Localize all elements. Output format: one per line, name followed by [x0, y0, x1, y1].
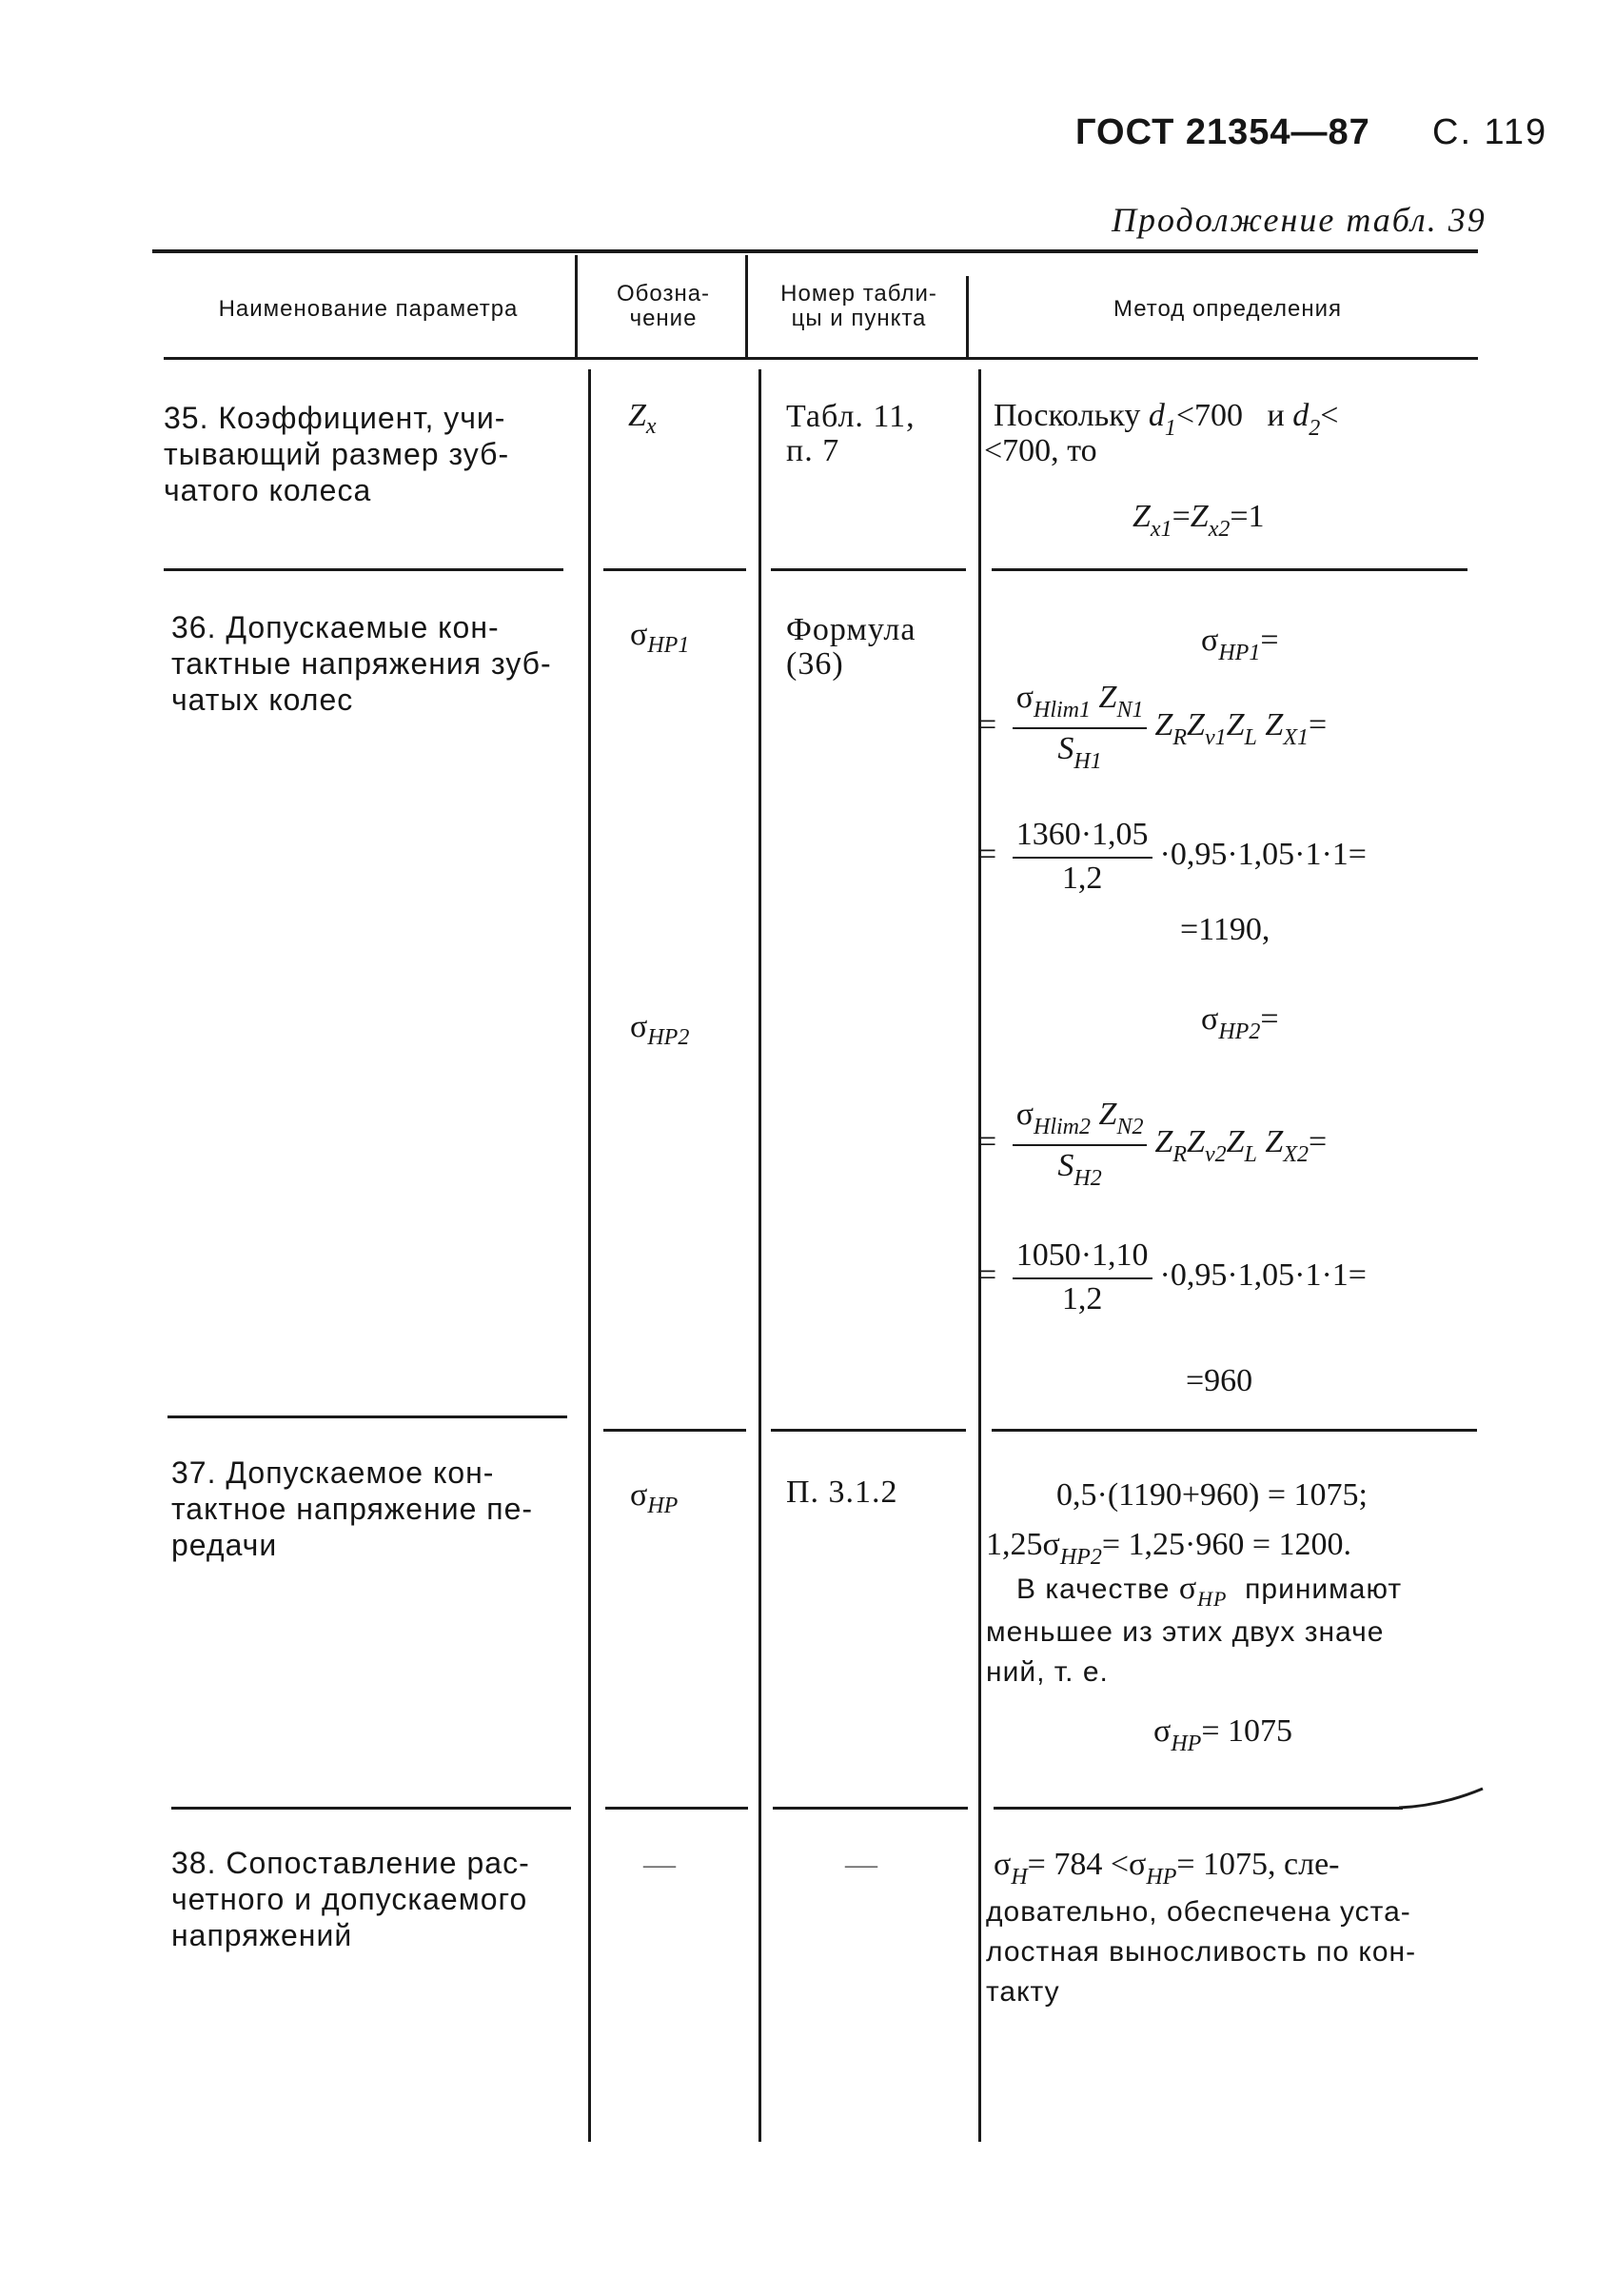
row-36-calc-2: = $\frac{1050\cdot 1,10}{1,2}$ ·0,95·1,05·1·1= — [978, 1237, 1367, 1316]
row-35-table-ref: Табл. 11, п. 7 — [786, 399, 916, 468]
row-37-text-a: В качестве — [1016, 1574, 1171, 1605]
row-36-bottom-rule-2 — [603, 1429, 746, 1432]
row-37-result: $\sigma_{HP}= 1075$ — [1153, 1713, 1293, 1756]
header-bottom-rule — [164, 357, 1478, 360]
row-35-method-text-2: то — [1067, 433, 1097, 468]
row-35-method-text: Поскольку — [994, 398, 1141, 433]
row-36-bottom-rule-1 — [167, 1415, 567, 1418]
row-36-formula-1: = $\frac{\sigma_{Hlim1} Z_{N1}}{S_{H1}}$ $Z_RZ_{v1}Z_L$ $Z_{X1}=$ — [978, 680, 1328, 774]
row-38-table-ref: — — [845, 1847, 877, 1882]
table-top-rule — [152, 249, 1478, 253]
row-38-text: довательно, обеспечена уста- лостная выносливость по кон- такту — [986, 1896, 1417, 2008]
row-37-text-line-3: ний, т. е. — [986, 1656, 1109, 1688]
row-37-line-1: 0,5·(1190+960) = 1075; — [1056, 1477, 1369, 1513]
row-36-symbol-1: $\sigma_{HP1}$ — [630, 617, 690, 658]
row-36-calc-2-denominator: 1,2 — [1061, 1281, 1103, 1316]
column-divider-2 — [745, 255, 748, 358]
row-37-text-b: принимают — [1245, 1574, 1403, 1605]
row-35-bottom-rule-2 — [603, 568, 746, 571]
column-divider-2-body — [758, 369, 761, 2142]
row-37-line-2: $1,25\sigma_{HP2}= 1,25\cdot 960 = 1200$. — [986, 1527, 1351, 1570]
row-35-method-condition-cont: <700, то — [984, 433, 1097, 468]
row-38-symbol: — — [643, 1847, 676, 1882]
row-38-line-1-tail: = 1075, сле- — [1176, 1847, 1340, 1882]
row-36-calc-1: = $\frac{1360\cdot 1,05}{1,2}$ ·0,95·1,05·1·1= — [978, 817, 1367, 896]
row-36-result-1: =1190, — [1180, 912, 1270, 947]
row-36-symbol-2: $\sigma_{HP2}$ — [630, 1009, 690, 1050]
row-36-calc-1-numerator: 1360·1,05 — [1013, 817, 1152, 859]
column-divider-3 — [966, 276, 969, 358]
row-36-table-ref: Формула (36) — [786, 612, 916, 682]
page-number: С. 119 — [1432, 112, 1548, 152]
row-36-bottom-rule-3 — [771, 1429, 966, 1432]
column-header-table-ref: Номер табли- цы и пункта — [780, 281, 937, 331]
row-35-symbol: $Z_x$ — [628, 398, 657, 439]
row-36-formula-1-lhs: $\sigma_{HP1}=$ — [1201, 623, 1279, 665]
row-36-calc-1-tail: ·0,95·1,05·1·1= — [1159, 836, 1367, 872]
row-37-curved-rule — [1399, 1785, 1485, 1813]
row-37-result-value: = 1075 — [1201, 1713, 1293, 1749]
row-35-bottom-rule-1 — [164, 568, 563, 571]
row-36-formula-2: = $\frac{\sigma_{Hlim2} Z_{N2}}{S_{H2}}$ $Z_RZ_{v2}Z_L$ $Z_{X2}=$ — [978, 1097, 1328, 1191]
column-header-method: Метод определения — [1113, 296, 1343, 322]
standard-number: ГОСТ 21354—87 — [1075, 112, 1370, 152]
row-36-result-2: =960 — [1186, 1363, 1253, 1398]
row-37-text-line-2: меньшее из этих двух значе — [986, 1616, 1385, 1648]
row-37-bottom-rule-2 — [605, 1807, 748, 1810]
column-divider-1 — [575, 255, 578, 358]
row-37-name: 37. Допускаемое кон- тактное напряжение пе- редачи — [171, 1455, 534, 1562]
row-36-name: 36. Допускаемые кон- тактные напряжения зуб- чатых колес — [171, 610, 552, 717]
row-37-symbol: $\sigma_{HP}$ — [630, 1477, 679, 1518]
row-35-bottom-rule-3 — [771, 568, 966, 571]
row-37-bottom-rule-4 — [994, 1807, 1403, 1810]
row-38-line-1-mid: = 784 < — [1027, 1847, 1130, 1882]
column-header-name: Наименование параметра — [218, 296, 519, 322]
row-35-result-value: =1 — [1230, 499, 1265, 534]
row-37-bottom-rule-3 — [773, 1807, 968, 1810]
column-header-symbol: Обозна- чение — [616, 281, 711, 331]
row-36-calc-2-numerator: 1050·1,10 — [1013, 1237, 1152, 1279]
row-37-bottom-rule-1 — [171, 1807, 571, 1810]
row-35-method-condition: Поскольку $d_1<700$ и $d_2<$ — [994, 398, 1339, 441]
row-36-bottom-rule-4 — [992, 1429, 1477, 1432]
row-35-name: 35. Коэффициент, учи- тывающий размер зуб- чатого колеса — [164, 401, 510, 507]
row-35-result: $Z_{x1}=Z_{x2}=1$ — [1132, 499, 1265, 542]
row-35-bottom-rule-4 — [992, 568, 1467, 571]
row-36-calc-1-denominator: 1,2 — [1061, 861, 1103, 896]
row-37-table-ref: П. 3.1.2 — [786, 1475, 898, 1510]
row-36-formula-2-lhs: $\sigma_{HP2}=$ — [1201, 1001, 1279, 1044]
row-38-line-1: $\sigma_H= 784 <\sigma_{HP}= 1075$, сле- — [994, 1847, 1340, 1890]
row-38-name: 38. Сопоставление рас- четного и допускаемого напряжений — [171, 1846, 530, 1952]
row-36-calc-2-tail: ·0,95·1,05·1·1= — [1159, 1257, 1367, 1293]
row-37-line-2-tail: = 1,25·960 = 1200. — [1101, 1527, 1351, 1562]
row-37-text-line-1: В качестве $\sigma_{HP}$ принимают — [1016, 1571, 1403, 1611]
table-continuation-caption: Продолжение табл. 39 — [1112, 201, 1487, 239]
